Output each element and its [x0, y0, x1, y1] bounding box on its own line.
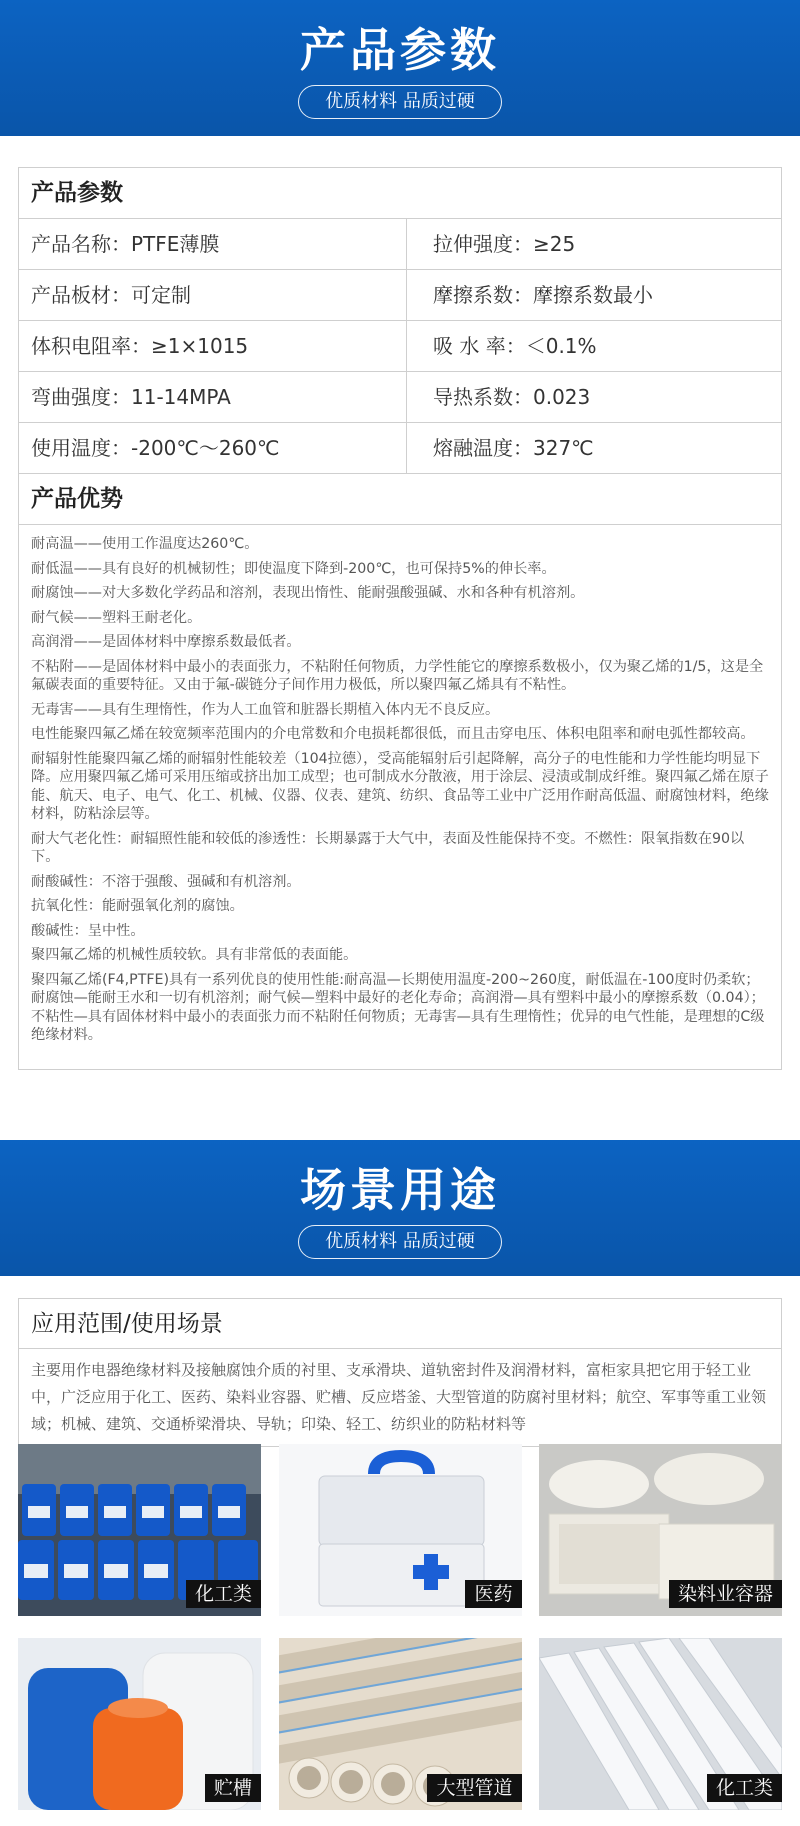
- list-item: 酸碱性：呈中性。: [31, 922, 145, 939]
- advantages-heading: 产品优势: [19, 474, 781, 525]
- list-item: 电性能聚四氟乙烯在较宽频率范围内的介电常数和介电损耗都很低，而且击穿电压、体积电阻率和耐电弧性都较高。: [31, 726, 755, 742]
- gallery-tile-medical: [279, 1444, 522, 1616]
- gallery-tile-storage: [18, 1638, 261, 1810]
- gallery-caption: 化工类: [707, 1774, 782, 1802]
- param-cell: 体积电阻率：≥1×1015: [19, 321, 407, 371]
- params-heading: 产品参数: [19, 168, 781, 219]
- list-item: 耐腐蚀——对大多数化学药品和溶剂，表现出惰性、能耐强酸强碱、水和各种有机溶剂。: [31, 585, 585, 601]
- param-cell: 摩擦系数：摩擦系数最小: [433, 283, 653, 307]
- gallery-caption: 医药: [465, 1580, 521, 1608]
- usage-box: [18, 1298, 782, 1447]
- list-item: 耐辐射性能聚四氟乙烯的耐辐射性能较差（104拉德），受高能辐射后引起降解，高分子的电性能和力学性能均明显下降。应用聚四氟乙烯可采用压缩或挤出加工成型；也可制成水分散液，用于涂层、浸渍或制成纤维。聚四氟乙烯在原子能、航天、电子、电气、化工、机械、仪器、仪表、建筑、纺织、食品等工业中广泛用作耐高低温、耐腐蚀材料，绝缘材料，防粘涂层等。: [31, 750, 769, 822]
- list-item: 高润滑——是固体材料中摩擦系数最低者。: [31, 634, 301, 650]
- gallery-tile-dye-containers: [539, 1444, 782, 1616]
- params-table: [18, 167, 782, 1070]
- gallery-row: [18, 1638, 782, 1810]
- usage-heading: 应用范围/使用场景: [19, 1299, 781, 1349]
- gallery-caption: 贮槽: [205, 1774, 261, 1802]
- gallery-caption: 大型管道: [427, 1774, 521, 1802]
- table-row: [19, 372, 781, 423]
- gallery-caption: 染料业容器: [669, 1580, 782, 1608]
- section-banner-usage: [0, 1140, 800, 1276]
- list-item: 耐高温——使用工作温度达260℃。: [31, 536, 259, 552]
- param-cell: 拉伸强度：≥25: [433, 232, 576, 256]
- param-cell: 熔融温度：327℃: [433, 436, 594, 460]
- gallery-row: [18, 1444, 782, 1616]
- section-subtitle: 优质材料 品质过硬: [298, 85, 502, 119]
- table-row: [19, 423, 781, 474]
- table-row: [19, 219, 781, 270]
- list-item: 耐大气老化性：耐辐照性能和较低的渗透性：长期暴露于大气中，表面及性能保持不变。不燃性：限氧指数在90以下。: [31, 830, 745, 865]
- list-item: 聚四氟乙烯的机械性质较软。具有非常低的表面能。: [31, 947, 358, 963]
- advantages-list: [19, 525, 781, 1069]
- section-title: 场景用途: [300, 1163, 500, 1217]
- gallery-tile-profiles: [539, 1638, 782, 1810]
- table-row: [19, 270, 781, 321]
- gallery-tile-chemical: [18, 1444, 261, 1616]
- param-cell: 导热系数：0.023: [433, 385, 591, 409]
- param-cell: 产品板材：可定制: [19, 270, 407, 320]
- section-banner-params: [0, 0, 800, 136]
- section-subtitle: 优质材料 品质过硬: [298, 1225, 502, 1259]
- list-item: 耐酸碱性：不溶于强酸、强碱和有机溶剂。: [31, 873, 301, 890]
- param-cell: 弯曲强度：11-14MPA: [19, 372, 407, 422]
- param-cell: 吸 水 率：＜0.1%: [433, 334, 597, 358]
- param-cell: 产品名称：PTFE薄膜: [19, 219, 407, 269]
- gallery-caption: 化工类: [186, 1580, 261, 1608]
- list-item: 抗氧化性：能耐强氧化剂的腐蚀。: [31, 898, 244, 914]
- list-item: 无毒害——具有生理惰性，作为人工血管和脏器长期植入体内无不良反应。: [31, 701, 500, 718]
- gallery-tile-pipes: [279, 1638, 522, 1810]
- section-title: 产品参数: [300, 23, 500, 77]
- list-item: 耐低温——具有良好的机械韧性；即使温度下降到-200℃，也可保持5%的伸长率。: [31, 560, 556, 577]
- usage-text: 主要用作电器绝缘材料及接触腐蚀介质的衬里、支承滑块、道轨密封件及润滑材料，富柜家具把它用于轻工业中，广泛应用于化工、医药、染料业容器、贮槽、反应塔釜、大型管道的防腐衬里材料；航空、军事等重工业领域；机械、建筑、交通桥梁滑块、导轨；印染、轻工、纺织业的防粘材料等: [31, 1361, 767, 1433]
- list-item: 耐气候——塑料王耐老化。: [31, 609, 202, 626]
- param-cell: 使用温度：-200℃～260℃: [19, 423, 407, 473]
- list-item: 聚四氟乙烯(F4,PTFE)具有一系列优良的使用性能:耐高温—长期使用温度-200~260度，耐低温在-100度时仍柔软；耐腐蚀—能耐王水和一切有机溶剂；耐气候—塑料中最好的老化寿命；高润滑—具有塑料中最小的摩擦系数（0.04）；不粘性—具有固体材料中最小的表面张力而不粘附任何物质；无毒害—具有生理惰性；优异的电气性能，是理想的C级绝缘材料。: [31, 971, 765, 1043]
- table-row: [19, 321, 781, 372]
- list-item: 不粘附——是固体材料中最小的表面张力，不粘附任何物质，力学性能它的摩擦系数极小，仅为聚乙烯的1/5，这是全氟碳表面的重要特征。又由于氟-碳链分子间作用力极低，所以聚四氟乙烯具有不粘性。: [31, 658, 764, 693]
